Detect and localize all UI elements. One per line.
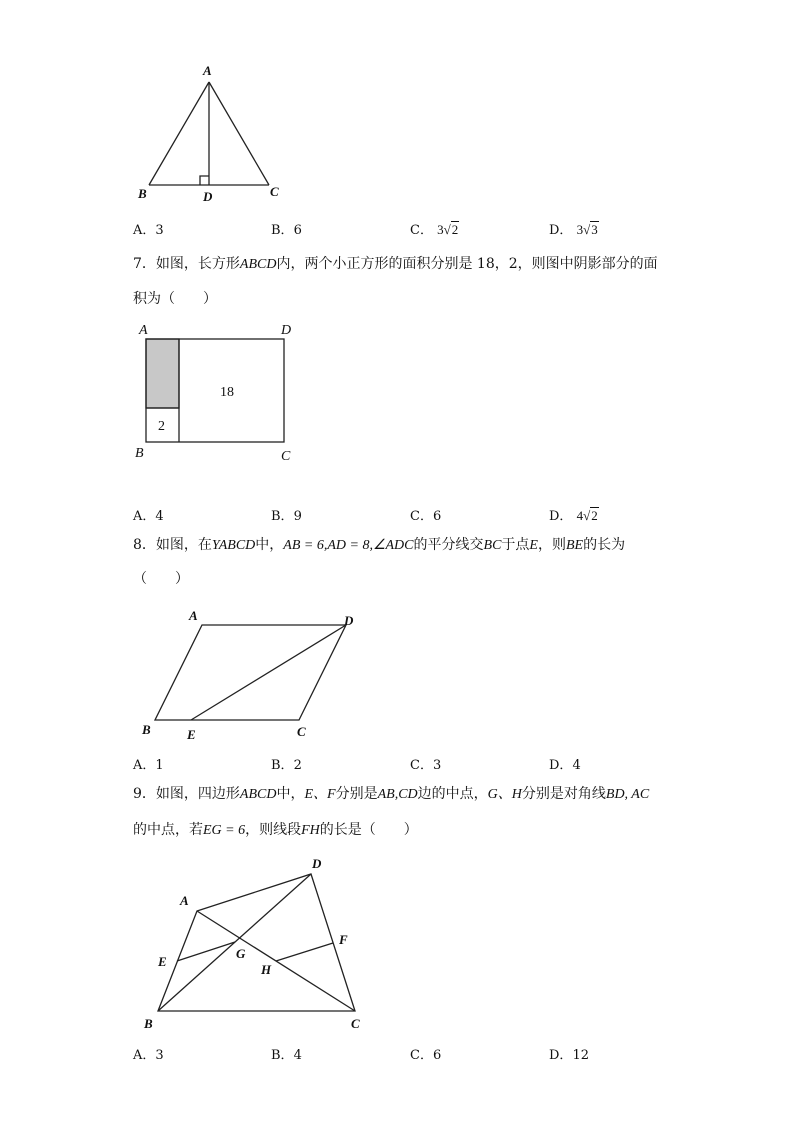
q9-label-h: H (261, 962, 272, 977)
q8-parallelogram (155, 625, 346, 720)
q9-label-c: C (351, 1016, 360, 1031)
q7-option-a[interactable]: A．4 (133, 509, 164, 524)
q9-label-e: E (158, 954, 167, 969)
q9-option-a[interactable]: A．3 (133, 1048, 164, 1063)
q8-option-a[interactable]: A．1 (133, 758, 164, 773)
q9-segment-hf (276, 943, 333, 961)
q6-options (0, 219, 794, 239)
q7-label-d: D (281, 323, 292, 338)
q7-rectangle-figure (130, 320, 310, 465)
q9-segment-eg (177, 942, 235, 961)
q7-question-line1: 7．如图，长方形ABCD内，两个小正方形的面积分别是 18，2，则图中阴影部分的面 (133, 256, 658, 272)
q6-option-a[interactable]: A．3 (133, 223, 164, 238)
q6-option-c[interactable]: C． 3√2 (410, 222, 459, 238)
q6-label-c: C (270, 184, 279, 199)
q9-option-b[interactable]: B．4 (271, 1048, 302, 1063)
q6-option-b[interactable]: B．6 (271, 223, 302, 238)
q9-option-d[interactable]: D．12 (549, 1048, 589, 1063)
q8-option-b[interactable]: B．2 (271, 758, 302, 773)
q8-question-line1: 8．如图，在YABCD中，AB = 6,AD = 8,∠ADC的平分线交BC于点E，则BE的长为 (133, 537, 626, 553)
q8-option-d[interactable]: D．4 (549, 758, 581, 773)
q6-label-b: B (138, 186, 147, 201)
q8-label-b: B (142, 722, 151, 737)
q7-option-c[interactable]: C．6 (410, 509, 442, 524)
q9-label-f: F (339, 932, 348, 947)
q9-quadrilateral-figure (140, 850, 380, 1040)
q8-options (0, 754, 794, 774)
q6-right-angle-mark (200, 176, 209, 185)
q7-question-line2: 积为（ ） (133, 291, 217, 307)
q7-option-b[interactable]: B．9 (271, 509, 302, 524)
q6-label-a: A (203, 63, 212, 78)
q6-triangle-figure (130, 60, 290, 210)
q9-label-g: G (236, 946, 246, 961)
q8-label-d: D (344, 613, 354, 628)
q7-label-b: B (135, 446, 144, 461)
q8-question-line2: （ ） (133, 571, 189, 587)
q7-big-square-area: 18 (220, 385, 234, 400)
q9-question-line2: 的中点，若EG = 6，则线段FH的长是（ ） (133, 822, 418, 838)
q7-label-c: C (281, 449, 291, 464)
q8-label-a: A (189, 608, 198, 623)
q9-label-a: A (180, 893, 189, 908)
q9-options (0, 1044, 794, 1064)
q7-shaded-region (146, 339, 179, 408)
q6-label-d: D (203, 189, 213, 204)
q7-label-a: A (139, 323, 148, 338)
q9-label-b: B (144, 1016, 153, 1031)
q9-option-c[interactable]: C．6 (410, 1048, 442, 1063)
q7-option-d[interactable]: D． 4√2 (549, 508, 598, 524)
q7-options (0, 505, 794, 525)
q6-option-d[interactable]: D． 3√3 (549, 222, 598, 238)
q6-side-ac (209, 82, 269, 185)
q8-label-c: C (297, 724, 306, 739)
q8-parallelogram-figure (135, 603, 365, 743)
q9-question-line1: 9．如图，四边形ABCD中，E、F分别是AB,CD边的中点，G、H分别是对角线BD, AC (133, 786, 650, 802)
q6-side-ab (149, 82, 209, 185)
q8-option-c[interactable]: C．3 (410, 758, 442, 773)
q9-label-d: D (312, 856, 322, 871)
q8-label-e: E (187, 727, 196, 742)
q7-small-square-area: 2 (158, 419, 165, 434)
